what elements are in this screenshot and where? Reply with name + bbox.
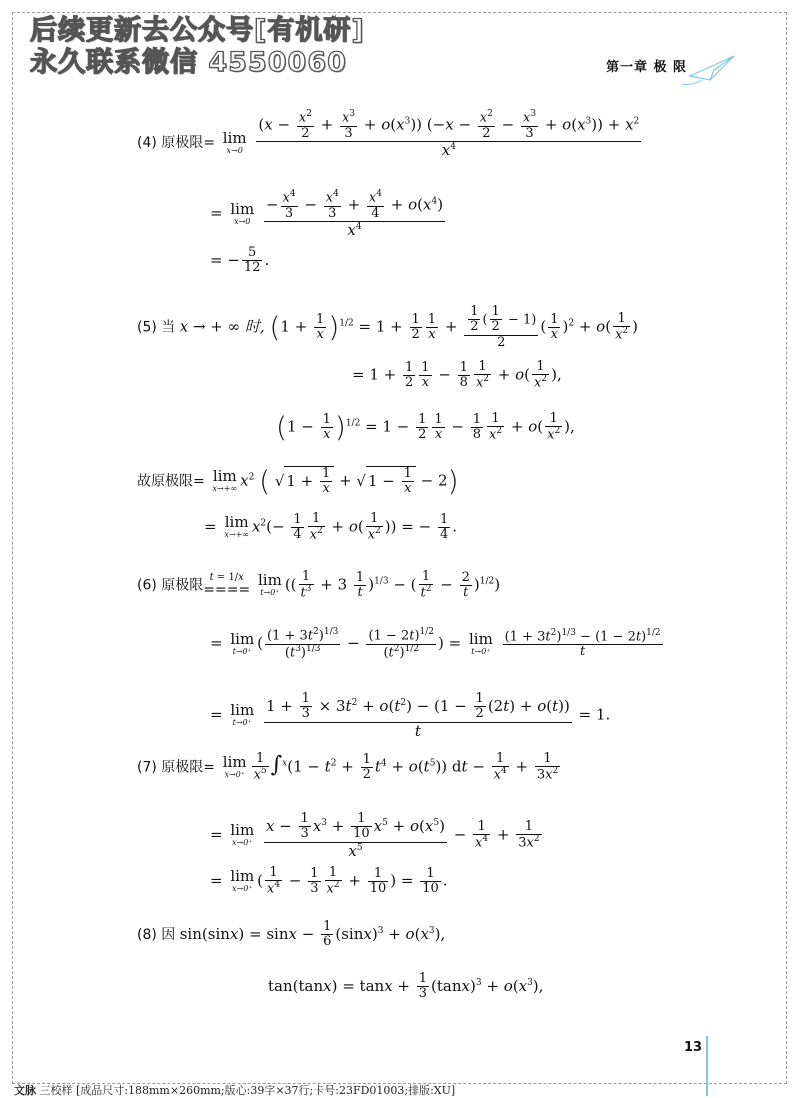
problem-6-line-3: = lim t→0⁺ 1 + $\frac{1}{3}$ × $3t^2 + o(t^2) - (1$ − $\frac{1}{2}$ (2t) + o(t)) t = 1. <box>210 691 611 740</box>
footer <box>14 1082 455 1098</box>
problem-4-result: = − $\frac{5}{12}$ . <box>210 245 270 276</box>
problem-5-line-1: (5) 当 x → + ∞ 时, (1 + $\frac{1}{x}$ )$^{1/2}$ = 1 + $\frac{1}{2}$ $\frac{1}{x}$ + $\frac{1}{2}$ ( $\frac{1}{2}$ − 1) 2 ( $\frac{1}{x}$ )$^2$ + o( $\frac{1}{x^2}$ ) <box>137 304 638 350</box>
chapter-title: 第一章 极 限 <box>606 60 688 75</box>
watermark-line-2: 永久联系微信 4550060 <box>30 47 347 78</box>
watermark-line-1: 后续更新去公众号[有机研] <box>30 15 365 46</box>
problem-7-line-1: (7) 原极限= lim x→0⁺ $\frac{1}{x^5}$ $\int^x(1 - t^2$ + $\frac{1}{2}$ $t^4 + o(t^5)$) dt − $\frac{1}{x^4}$ + $\frac{1}{3x^2}$ <box>137 751 559 783</box>
problem-7-label: (7) 原极限= <box>137 759 216 776</box>
problem-6-line-1: (6) 原极限 t = 1/x ==== lim t→0⁺ (( $\frac{1}{t^3}$ + 3 $\frac{1}{t}$ )$^{1/3}$ − ( $\frac{1}{t^2}$ − $\frac{2}{t}$ )$^{1/2}$) <box>137 569 501 601</box>
page-edge-marker <box>706 1036 708 1096</box>
page-number: 13 <box>684 1040 703 1055</box>
problem-4-label: (4) 原极限= <box>137 135 216 152</box>
problem-5-line-4: 故原极限= lim x→+∞ $x^2$ ( √ 1 + $\frac{1}{x}$ + √ 1 − $\frac{1}{x}$ − 2) <box>137 464 459 498</box>
problem-6-line-2: = lim t→0⁺ ( $\frac{(1 + 3t^2)^{1/3}}{(t^3)^{1/3}}$ − $\frac{(1 - 2t)^{1/2}}{(t^2)^{1/2}}$ ) = lim t→0⁺ $\frac{(1 + 3t^2)^{1/3} - (1 - 2t)^{1/2}}{t}$ <box>210 627 661 660</box>
problem-5-line-3: (1 − $\frac{1}{x}$ )$^{1/2}$ = 1 − $\frac{1}{2}$ $\frac{1}{x}$ − $\frac{1}{8}$ $\frac{1}{x^2}$ + o( $\frac{1}{x^2}$ ), <box>276 410 575 444</box>
problem-4-line-1: (4) 原极限= lim x→0 (x − $\frac{x^2}{2}$ + $\frac{x^3}{3}$ + $o(x^3)$) (−x − $\frac{x^2}{2}$ − $\frac{x^3}{3}$ + $o(x^3)) + x^2$ $x^4$ <box>137 109 640 159</box>
problem-6-label: (6) 原极限 <box>137 577 204 594</box>
problem-7-line-2: = lim x→0⁺ x − $\frac{1}{3}$ $x^3$ + $\frac{1}{10}$ $x^5 + o(x^5)$ $x^5$ − $\frac{1}{x^4}$ + $\frac{1}{3x^2}$ <box>210 811 540 860</box>
problem-4-line-2: = lim x→0 − $\frac{x^4}{3}$ − $\frac{x^4}{3}$ + $\frac{x^4}{4}$ + $o(x^4)$ $x^4$ <box>210 189 444 239</box>
footer-info: 三校样 [成品尺寸:188mm×260mm;版心:39字×37行;卡号:23FD01003;排版:XU] <box>39 1084 456 1097</box>
problem-5-line-5: = lim x→+∞ $x^2(-$ $\frac{1}{4}$ $\frac{1}{x^2}$ + o( $\frac{1}{x^2}$ )) = − $\frac{1}{4}$ . <box>204 511 457 543</box>
problem-5-label: (5) 当 <box>137 319 180 336</box>
footer-brand: 文脉 <box>14 1084 36 1097</box>
problem-7-line-3: = lim x→0⁺ ( $\frac{1}{x^4}$ − $\frac{1}{3}$ $\frac{1}{x^2}$ + $\frac{1}{10}$ ) = $\frac{1}{10}$ . <box>210 865 448 897</box>
problem-5-line-2: = 1 + $\frac{1}{2}$ $\frac{1}{x}$ − $\frac{1}{8}$ $\frac{1}{x^2}$ + o( $\frac{1}{x^2}$ ), <box>352 359 562 391</box>
paper-plane-icon <box>680 50 740 90</box>
problem-8-label: (8) 因 <box>137 926 180 943</box>
problem-8-line-2: tan(tanx) = tanx + $\frac{1}{3}$ $(\tan x)^3 + o(x^3)$, <box>268 971 544 1002</box>
problem-8-line-1: (8) 因 sin(sinx) = sinx − $\frac{1}{6}$ $(\sin x)^3 + o(x^3)$, <box>137 919 446 950</box>
